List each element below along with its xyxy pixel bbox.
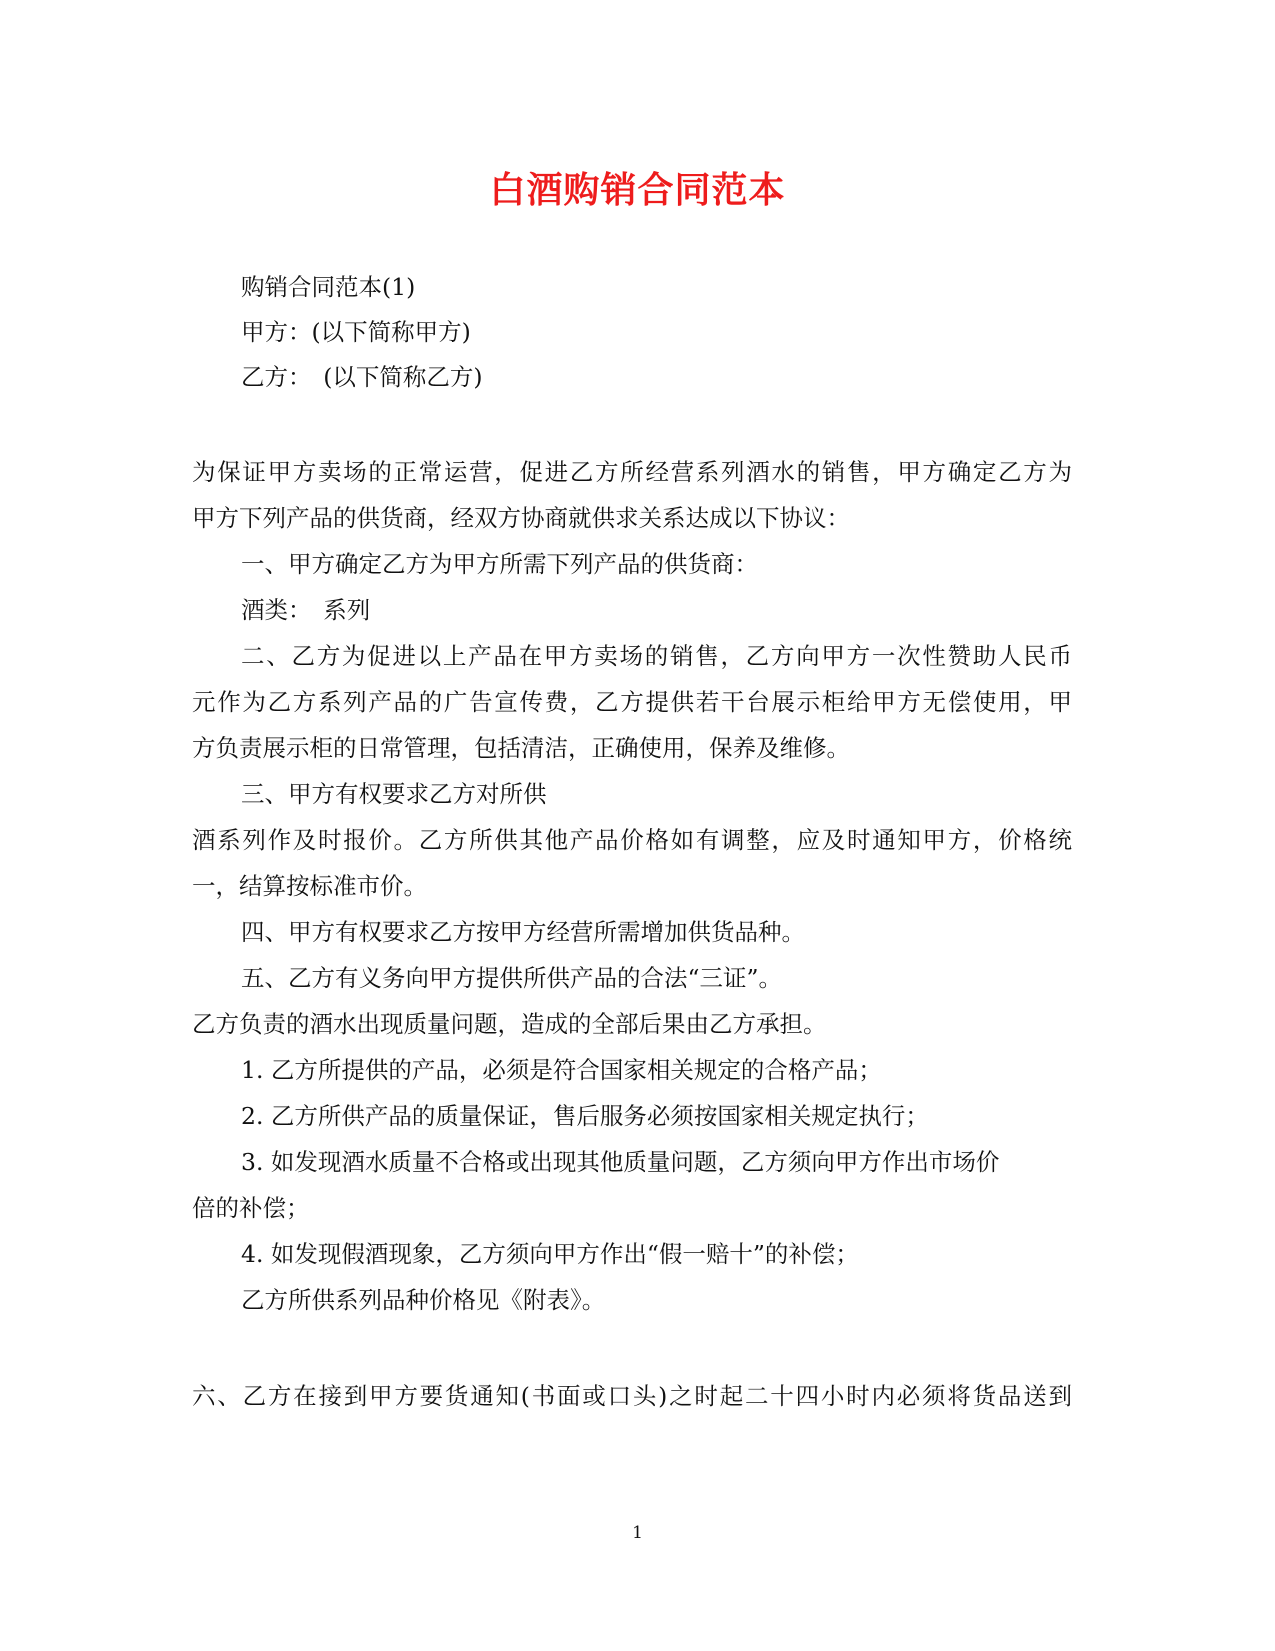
list-item: 4. 如发现假酒现象，乙方须向甲方作出“假一赔十”的补偿； bbox=[241, 1240, 859, 1268]
liquor-type-line: 酒类： 系列 bbox=[241, 596, 371, 624]
clause-4-line: 四、甲方有权要求乙方按甲方经营所需增加供货品种。 bbox=[241, 918, 805, 946]
paragraph-line: 甲方下列产品的供货商，经双方协商就供求关系达成以下协议： bbox=[192, 504, 850, 532]
list-item-continuation: 倍的补偿； bbox=[192, 1194, 310, 1222]
clause-2-line: 方负责展示柜的日常管理，包括清洁，正确使用，保养及维修。 bbox=[192, 734, 850, 762]
clause-6-line: 六、乙方在接到甲方要货通知(书面或口头)之时起二十四小时内必须将货品送到 bbox=[192, 1382, 1072, 1410]
document-title: 白酒购销合同范本 bbox=[489, 169, 786, 211]
list-item: 2. 乙方所供产品的质量保证，售后服务必须按国家相关规定执行； bbox=[241, 1102, 929, 1130]
clause-2-line: 元作为乙方系列产品的广告宣传费，乙方提供若干台展示柜给甲方无偿使用，甲 bbox=[192, 688, 1072, 716]
clause-1-line: 一、甲方确定乙方为甲方所需下列产品的供货商： bbox=[241, 550, 758, 578]
clause-3-line: 三、甲方有权要求乙方对所供 bbox=[241, 780, 547, 808]
appendix-note: 乙方所供系列品种价格见《附表》。 bbox=[241, 1286, 606, 1314]
clause-5-line: 五、乙方有义务向甲方提供所供产品的合法“三证”。 bbox=[241, 964, 783, 992]
clause-3-line: 一，结算按标准市价。 bbox=[192, 872, 427, 900]
contract-heading: 购销合同范本(1) bbox=[241, 273, 416, 301]
paragraph-line: 为保证甲方卖场的正常运营，促进乙方所经营系列酒水的销售，甲方确定乙方为 bbox=[192, 458, 1072, 486]
party-a-line: 甲方：(以下简称甲方) bbox=[241, 318, 471, 346]
list-item: 3. 如发现酒水质量不合格或出现其他质量问题，乙方须向甲方作出市场价 bbox=[241, 1148, 1000, 1176]
list-item: 1. 乙方所提供的产品，必须是符合国家相关规定的合格产品； bbox=[241, 1056, 882, 1084]
clause-2-line: 二、乙方为促进以上产品在甲方卖场的销售，乙方向甲方一次性赞助人民币 bbox=[241, 642, 1072, 670]
clause-3-line: 酒系列作及时报价。乙方所供其他产品价格如有调整，应及时通知甲方，价格统 bbox=[192, 826, 1072, 854]
party-b-line: 乙方： (以下简称乙方) bbox=[241, 363, 483, 391]
page-number: 1 bbox=[632, 1523, 643, 1543]
clause-5-line: 乙方负责的酒水出现质量问题，造成的全部后果由乙方承担。 bbox=[192, 1010, 827, 1038]
